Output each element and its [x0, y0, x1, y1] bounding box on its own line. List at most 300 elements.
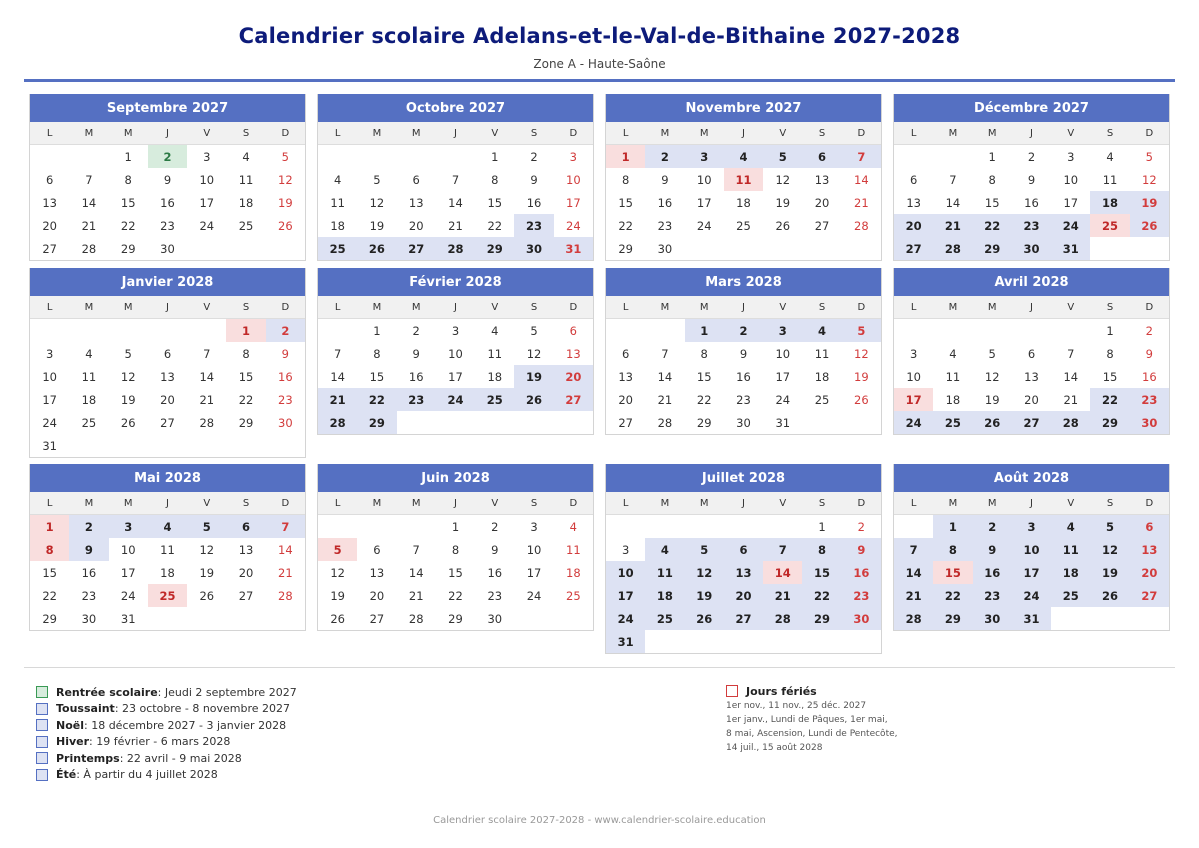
days-grid [30, 319, 305, 457]
day-cell: 22 [1090, 388, 1129, 411]
day-cell: 6 [412, 172, 420, 187]
day-cell: 17 [1012, 561, 1051, 584]
day-cell: 24 [120, 588, 136, 603]
day-cell: 15 [487, 195, 503, 210]
empty-cell [69, 145, 108, 168]
day-cell: 5 [763, 145, 802, 168]
day-cell: 1 [30, 515, 69, 538]
day-cell: 27 [369, 611, 385, 626]
day-cell: 25 [1051, 584, 1090, 607]
weekday-label: S [818, 301, 826, 313]
legend-swatch-icon [36, 686, 48, 698]
day-cell: 19 [120, 392, 136, 407]
day-cell: 13 [238, 542, 254, 557]
weekday-label: S [1106, 127, 1114, 139]
day-cell: 18 [736, 195, 751, 210]
day-cell: 14 [330, 369, 345, 384]
day-cell: 9 [530, 172, 538, 187]
weekday-label: J [742, 301, 745, 313]
day-cell: 24 [1051, 214, 1090, 237]
day-cell: 10 [566, 172, 581, 187]
weekday-label: D [569, 301, 578, 313]
day-cell: 28 [763, 607, 802, 630]
day-cell: 6 [1027, 346, 1036, 361]
day-cell: 30 [514, 237, 553, 260]
day-cell: 7 [266, 515, 305, 538]
legend-item [36, 767, 297, 784]
day-cell: 6 [373, 542, 381, 557]
days-grid [30, 145, 305, 260]
holidays-legend [726, 683, 898, 755]
day-cell: 12 [278, 172, 293, 187]
empty-cell [894, 515, 933, 538]
month-calendar [29, 94, 306, 261]
day-cell: 7 [763, 538, 802, 561]
empty-cell [318, 515, 357, 538]
day-cell: 4 [242, 149, 250, 164]
legend-item [36, 734, 297, 751]
day-cell: 16 [81, 565, 97, 580]
day-cell: 17 [606, 584, 645, 607]
day-cell: 18 [566, 565, 581, 580]
legend-swatch-icon [36, 752, 48, 764]
day-cell: 11 [724, 168, 763, 191]
day-cell: 24 [566, 218, 581, 233]
day-cell: 15 [369, 369, 385, 384]
day-cell: 19 [199, 565, 215, 580]
weekday-header [894, 492, 1169, 515]
day-cell: 4 [949, 346, 957, 361]
day-cell: 22 [448, 588, 463, 603]
month-calendar [605, 464, 882, 654]
day-cell: 26 [1130, 214, 1169, 237]
day-cell: 21 [199, 392, 215, 407]
weekday-label: M [372, 301, 382, 313]
day-cell: 1 [606, 145, 645, 168]
day-cell: 25 [814, 392, 830, 407]
day-cell: 19 [514, 365, 553, 388]
weekday-label: V [1067, 127, 1075, 139]
day-cell: 3 [203, 149, 211, 164]
day-cell: 25 [318, 237, 357, 260]
weekday-header [318, 122, 593, 145]
day-cell: 17 [526, 565, 542, 580]
day-cell: 21 [448, 218, 463, 233]
days-grid [894, 515, 1169, 630]
day-cell: 25 [645, 607, 684, 630]
day-cell: 20 [408, 218, 424, 233]
day-cell: 28 [854, 218, 869, 233]
day-cell: 7 [949, 172, 957, 187]
day-cell: 10 [1012, 538, 1051, 561]
day-cell: 27 [814, 218, 830, 233]
page-title: Calendrier scolaire Adelans-et-le-Val-de-Bithaine 2027-2028 [238, 24, 961, 48]
day-cell: 6 [1130, 515, 1169, 538]
day-cell: 19 [1090, 561, 1129, 584]
day-cell: 26 [199, 588, 215, 603]
day-cell: 22 [42, 588, 57, 603]
day-cell: 19 [369, 218, 385, 233]
day-cell: 15 [238, 369, 254, 384]
day-cell: 7 [1067, 346, 1075, 361]
day-cell: 17 [199, 195, 215, 210]
day-cell: 12 [120, 369, 136, 384]
day-cell: 11 [1051, 538, 1090, 561]
weekday-header [318, 492, 593, 515]
day-cell: 29 [696, 415, 712, 430]
day-cell: 16 [278, 369, 293, 384]
day-cell: 11 [330, 195, 345, 210]
day-cell: 20 [42, 218, 57, 233]
weekday-label: V [779, 127, 787, 139]
day-cell: 18 [814, 369, 830, 384]
day-cell: 20 [160, 392, 175, 407]
day-cell: 16 [973, 561, 1012, 584]
weekday-header [606, 492, 881, 515]
legend [36, 684, 297, 783]
day-cell: 11 [814, 346, 830, 361]
day-cell: 31 [554, 237, 593, 260]
month-calendar [317, 464, 594, 631]
day-cell: 28 [199, 415, 215, 430]
holiday-swatch-icon [726, 685, 738, 697]
day-cell: 10 [606, 561, 645, 584]
day-cell: 17 [894, 388, 933, 411]
day-cell: 19 [330, 588, 345, 603]
day-cell: 27 [554, 388, 593, 411]
day-cell: 5 [373, 172, 381, 187]
day-cell: 22 [238, 392, 254, 407]
day-cell: 5 [318, 538, 357, 561]
weekday-label: S [1106, 301, 1114, 313]
weekday-label: S [242, 301, 250, 313]
weekday-label: S [242, 497, 250, 509]
empty-cell [397, 145, 436, 168]
days-grid [894, 145, 1169, 260]
day-cell: 30 [973, 607, 1012, 630]
day-cell: 23 [973, 584, 1012, 607]
day-cell: 2 [266, 319, 305, 342]
day-cell: 27 [397, 237, 436, 260]
day-cell: 13 [724, 561, 763, 584]
weekday-label: V [1067, 497, 1075, 509]
day-cell: 29 [802, 607, 841, 630]
day-cell: 18 [945, 392, 961, 407]
day-cell: 22 [120, 218, 136, 233]
weekday-label: L [910, 127, 917, 139]
empty-cell [645, 319, 684, 342]
weekday-label: L [910, 497, 917, 509]
days-grid [894, 319, 1169, 434]
legend-divider [24, 667, 1175, 668]
weekday-label: V [491, 127, 499, 139]
day-cell: 31 [42, 438, 57, 453]
day-cell: 12 [369, 195, 385, 210]
weekday-label: D [281, 301, 290, 313]
day-cell: 10 [42, 369, 57, 384]
day-cell: 23 [657, 218, 673, 233]
day-cell: 29 [238, 415, 254, 430]
weekday-label: M [987, 497, 997, 509]
day-cell: 30 [160, 241, 175, 256]
day-cell: 21 [657, 392, 673, 407]
day-cell: 5 [187, 515, 226, 538]
empty-cell [763, 515, 802, 538]
day-cell: 14 [763, 561, 802, 584]
day-cell: 15 [1102, 369, 1118, 384]
empty-cell [436, 145, 475, 168]
day-cell: 5 [281, 149, 289, 164]
day-cell: 12 [984, 369, 1000, 384]
day-cell: 4 [724, 145, 763, 168]
day-cell: 1 [685, 319, 724, 342]
weekday-label: L [334, 127, 341, 139]
weekday-label: M [987, 301, 997, 313]
day-cell: 4 [1106, 149, 1114, 164]
weekday-label: M [948, 497, 958, 509]
day-cell: 20 [724, 584, 763, 607]
weekday-label: M [84, 497, 94, 509]
day-cell: 29 [933, 607, 972, 630]
day-cell: 2 [645, 145, 684, 168]
day-cell: 20 [894, 214, 933, 237]
day-cell: 22 [973, 214, 1012, 237]
day-cell: 14 [199, 369, 215, 384]
day-cell: 22 [933, 584, 972, 607]
day-cell: 18 [645, 584, 684, 607]
day-cell: 30 [1130, 411, 1169, 434]
empty-cell [30, 145, 69, 168]
day-cell: 16 [1142, 369, 1157, 384]
day-cell: 26 [1090, 584, 1129, 607]
weekday-label: D [1145, 301, 1154, 313]
day-cell: 4 [148, 515, 187, 538]
day-cell: 17 [42, 392, 57, 407]
day-cell: 9 [973, 538, 1012, 561]
day-cell: 23 [487, 588, 503, 603]
legend-period-dates: : 18 décembre 2027 - 3 janvier 2028 [84, 718, 287, 732]
day-cell: 27 [724, 607, 763, 630]
day-cell: 2 [857, 519, 865, 534]
weekday-label: L [622, 497, 629, 509]
day-cell: 30 [278, 415, 293, 430]
day-cell: 4 [491, 323, 499, 338]
weekday-header [318, 296, 593, 319]
weekday-label: V [779, 301, 787, 313]
day-cell: 12 [1142, 172, 1157, 187]
weekday-label: D [569, 127, 578, 139]
day-cell: 1 [1106, 323, 1114, 338]
legend-item [36, 717, 297, 734]
day-cell: 29 [973, 237, 1012, 260]
day-cell: 20 [369, 588, 385, 603]
day-cell: 13 [42, 195, 57, 210]
legend-period-dates: : À partir du 4 juillet 2028 [76, 768, 218, 782]
weekday-label: J [1030, 497, 1033, 509]
day-cell: 9 [412, 346, 420, 361]
weekday-label: M [660, 127, 670, 139]
day-cell: 7 [661, 346, 669, 361]
empty-cell [357, 515, 396, 538]
day-cell: 14 [278, 542, 293, 557]
day-cell: 16 [736, 369, 751, 384]
day-cell: 27 [894, 237, 933, 260]
empty-cell [685, 515, 724, 538]
day-cell: 6 [569, 323, 577, 338]
empty-cell [933, 145, 972, 168]
day-cell: 5 [685, 538, 724, 561]
day-cell: 24 [606, 607, 645, 630]
day-cell: 8 [373, 346, 381, 361]
day-cell: 23 [81, 588, 97, 603]
day-cell: 5 [988, 346, 996, 361]
weekday-label: D [569, 497, 578, 509]
day-cell: 19 [685, 584, 724, 607]
day-cell: 27 [42, 241, 57, 256]
month-calendar [317, 94, 594, 261]
weekday-label: J [742, 497, 745, 509]
day-cell: 29 [618, 241, 633, 256]
day-cell: 6 [621, 346, 630, 361]
day-cell: 2 [148, 145, 187, 168]
day-cell: 10 [906, 369, 921, 384]
month-title: Février 2028 [318, 268, 593, 296]
day-cell: 16 [487, 565, 503, 580]
day-cell: 15 [696, 369, 712, 384]
day-cell: 23 [1130, 388, 1169, 411]
day-cell: 29 [120, 241, 136, 256]
day-cell: 26 [514, 388, 553, 411]
day-cell: 23 [278, 392, 293, 407]
weekday-label: M [84, 127, 94, 139]
day-cell: 10 [526, 542, 542, 557]
day-cell: 22 [618, 218, 633, 233]
day-cell: 10 [448, 346, 463, 361]
day-cell: 24 [436, 388, 475, 411]
day-cell: 6 [724, 538, 763, 561]
day-cell: 15 [448, 565, 463, 580]
weekday-label: J [454, 127, 457, 139]
day-cell: 30 [657, 241, 673, 256]
day-cell: 1 [988, 149, 996, 164]
day-cell: 28 [81, 241, 97, 256]
day-cell: 2 [69, 515, 108, 538]
day-cell: 24 [42, 415, 57, 430]
weekday-label: M [411, 497, 421, 509]
day-cell: 30 [842, 607, 881, 630]
legend-period-name: Toussaint [56, 702, 115, 716]
day-cell: 23 [514, 214, 553, 237]
day-cell: 9 [739, 346, 748, 361]
weekday-header [606, 296, 881, 319]
day-cell: 21 [318, 388, 357, 411]
month-title: Mai 2028 [30, 464, 305, 492]
day-cell: 18 [1090, 191, 1129, 214]
day-cell: 2 [1145, 323, 1153, 338]
days-grid [606, 145, 881, 260]
day-cell: 8 [933, 538, 972, 561]
day-cell: 30 [81, 611, 97, 626]
weekday-label: J [1030, 301, 1033, 313]
weekday-label: J [166, 301, 169, 313]
day-cell: 20 [554, 365, 593, 388]
day-cell: 15 [802, 561, 841, 584]
day-cell: 28 [408, 611, 424, 626]
weekday-label: S [530, 497, 538, 509]
day-cell: 11 [1102, 172, 1118, 187]
weekday-label: D [1145, 127, 1154, 139]
day-cell: 24 [1012, 584, 1051, 607]
day-cell: 26 [278, 218, 293, 233]
day-cell: 28 [278, 588, 293, 603]
weekday-label: D [1145, 497, 1154, 509]
day-cell: 21 [408, 588, 424, 603]
day-cell: 15 [618, 195, 633, 210]
empty-cell [645, 515, 684, 538]
empty-cell [1051, 319, 1090, 342]
day-cell: 23 [736, 392, 751, 407]
legend-item [36, 701, 297, 718]
day-cell: 19 [854, 369, 869, 384]
day-cell: 9 [842, 538, 881, 561]
day-cell: 1 [491, 149, 499, 164]
day-cell: 11 [160, 542, 175, 557]
day-cell: 30 [736, 415, 751, 430]
weekday-label: D [281, 497, 290, 509]
day-cell: 13 [906, 195, 921, 210]
empty-cell [724, 515, 763, 538]
day-cell: 18 [1051, 561, 1090, 584]
day-cell: 28 [436, 237, 475, 260]
day-cell: 25 [475, 388, 514, 411]
days-grid [30, 515, 305, 630]
day-cell: 15 [42, 565, 57, 580]
day-cell: 11 [238, 172, 254, 187]
weekday-header [30, 492, 305, 515]
day-cell: 9 [661, 172, 669, 187]
holidays-legend-title [726, 683, 898, 699]
day-cell: 8 [242, 346, 250, 361]
month-title: Avril 2028 [894, 268, 1169, 296]
days-grid [318, 319, 593, 434]
month-calendar [29, 464, 306, 631]
day-cell: 17 [120, 565, 136, 580]
day-cell: 27 [618, 415, 633, 430]
empty-cell [933, 319, 972, 342]
day-cell: 18 [330, 218, 345, 233]
weekday-label: S [530, 301, 538, 313]
days-grid [318, 145, 593, 260]
day-cell: 31 [775, 415, 791, 430]
day-cell: 24 [775, 392, 791, 407]
day-cell: 14 [894, 561, 933, 584]
weekday-label: J [454, 301, 457, 313]
days-grid [318, 515, 593, 630]
day-cell: 13 [1024, 369, 1039, 384]
day-cell: 13 [618, 369, 633, 384]
weekday-label: J [454, 497, 457, 509]
legend-period-dates: : 23 octobre - 8 novembre 2027 [114, 702, 291, 716]
day-cell: 9 [163, 172, 172, 187]
day-cell: 9 [491, 542, 499, 557]
empty-cell [187, 319, 226, 342]
month-title: Septembre 2027 [30, 94, 305, 122]
day-cell: 16 [408, 369, 424, 384]
day-cell: 29 [42, 611, 57, 626]
month-calendar [29, 268, 306, 458]
day-cell: 17 [775, 369, 791, 384]
month-title: Mars 2028 [606, 268, 881, 296]
